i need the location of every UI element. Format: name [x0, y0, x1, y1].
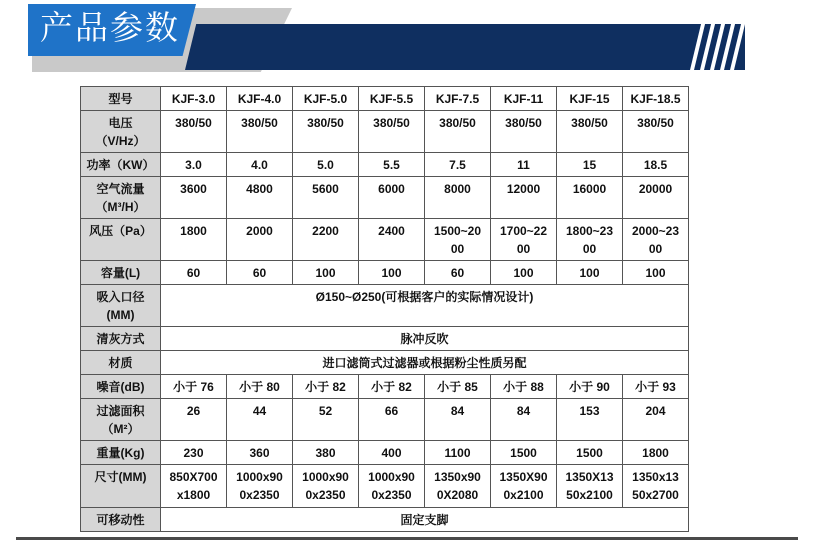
merged-cell: 脉冲反吹: [161, 327, 689, 351]
data-cell: 小于 85: [425, 375, 491, 399]
data-cell: 100: [491, 261, 557, 285]
row-label: 尺寸(MM): [81, 465, 161, 508]
data-cell: 16000: [557, 177, 623, 219]
data-cell: 小于 82: [359, 375, 425, 399]
row-label: 型号: [81, 87, 161, 111]
data-cell: 小于 93: [623, 375, 689, 399]
data-cell: 1800: [161, 219, 227, 261]
data-cell: 44: [227, 399, 293, 441]
data-cell: 1350X13 50x2100: [557, 465, 623, 508]
data-cell: 400: [359, 441, 425, 465]
data-cell: 66: [359, 399, 425, 441]
stripes-decoration: [688, 20, 748, 70]
data-cell: 380: [293, 441, 359, 465]
data-cell: 小于 82: [293, 375, 359, 399]
table-row: [81, 441, 689, 465]
row-label: 噪音(dB): [81, 375, 161, 399]
table-row: [81, 285, 689, 327]
data-cell: 380/50: [491, 111, 557, 153]
merged-cell: Ø150~Ø250(可根据客户的实际情况设计): [161, 285, 689, 327]
data-cell: 11: [491, 153, 557, 177]
data-cell: 84: [491, 399, 557, 441]
data-cell: 204: [623, 399, 689, 441]
bottom-divider: [16, 537, 798, 540]
data-cell: 8000: [425, 177, 491, 219]
data-cell: 5600: [293, 177, 359, 219]
table-row: [81, 219, 689, 261]
data-cell: 850X700 x1800: [161, 465, 227, 508]
data-cell: 100: [557, 261, 623, 285]
row-label: 过滤面积 （M²）: [81, 399, 161, 441]
model-header-cell: KJF-15: [557, 87, 623, 111]
data-cell: 7.5: [425, 153, 491, 177]
data-cell: 20000: [623, 177, 689, 219]
merged-cell: 固定支脚: [161, 508, 689, 532]
data-cell: 18.5: [623, 153, 689, 177]
data-cell: 1800: [623, 441, 689, 465]
table-row: [81, 508, 689, 532]
row-label: 功率（KW）: [81, 153, 161, 177]
data-cell: 380/50: [425, 111, 491, 153]
data-cell: 2000: [227, 219, 293, 261]
data-cell: 1500: [491, 441, 557, 465]
page-title: 产品参数: [40, 8, 180, 47]
data-cell: 380/50: [161, 111, 227, 153]
merged-cell: 进口滤筒式过滤器或根据粉尘性质另配: [161, 351, 689, 375]
data-cell: 380/50: [227, 111, 293, 153]
data-cell: 1000x90 0x2350: [227, 465, 293, 508]
data-cell: 26: [161, 399, 227, 441]
row-label: 可移动性: [81, 508, 161, 532]
data-cell: 153: [557, 399, 623, 441]
data-cell: 小于 76: [161, 375, 227, 399]
data-cell: 1700~22 00: [491, 219, 557, 261]
data-cell: 380/50: [359, 111, 425, 153]
data-cell: 2200: [293, 219, 359, 261]
data-cell: 小于 88: [491, 375, 557, 399]
row-label: 风压（Pa）: [81, 219, 161, 261]
table-row: [81, 111, 689, 153]
row-label: 空气流量 （M³/H）: [81, 177, 161, 219]
table-row: [81, 327, 689, 351]
data-cell: 84: [425, 399, 491, 441]
model-header-cell: KJF-5.5: [359, 87, 425, 111]
data-cell: 52: [293, 399, 359, 441]
model-header-cell: KJF-7.5: [425, 87, 491, 111]
row-label: 容量(L): [81, 261, 161, 285]
data-cell: 1350x90 0X2080: [425, 465, 491, 508]
data-cell: 60: [227, 261, 293, 285]
data-cell: 380/50: [557, 111, 623, 153]
data-cell: 100: [359, 261, 425, 285]
data-cell: 380/50: [623, 111, 689, 153]
row-label: 清灰方式: [81, 327, 161, 351]
row-label: 电压 （V/Hz）: [81, 111, 161, 153]
data-cell: 12000: [491, 177, 557, 219]
data-cell: 4800: [227, 177, 293, 219]
data-cell: 5.5: [359, 153, 425, 177]
data-cell: 380/50: [293, 111, 359, 153]
data-cell: 1000x90 0x2350: [293, 465, 359, 508]
model-header-cell: KJF-18.5: [623, 87, 689, 111]
table-row: [81, 87, 689, 111]
data-cell: 100: [293, 261, 359, 285]
model-header-cell: KJF-3.0: [161, 87, 227, 111]
data-cell: 360: [227, 441, 293, 465]
row-label: 材质: [81, 351, 161, 375]
data-cell: 230: [161, 441, 227, 465]
table-row: [81, 465, 689, 508]
table-row: [81, 153, 689, 177]
model-header-cell: KJF-4.0: [227, 87, 293, 111]
data-cell: 60: [425, 261, 491, 285]
data-cell: 60: [161, 261, 227, 285]
banner-dark-bar: [185, 24, 745, 70]
data-cell: 1350x13 50x2700: [623, 465, 689, 508]
data-cell: 100: [623, 261, 689, 285]
data-cell: 1100: [425, 441, 491, 465]
data-cell: 1500~20 00: [425, 219, 491, 261]
model-header-cell: KJF-5.0: [293, 87, 359, 111]
model-header-cell: KJF-11: [491, 87, 557, 111]
row-label: 重量(Kg): [81, 441, 161, 465]
data-cell: 3.0: [161, 153, 227, 177]
row-label: 吸入口径 (MM): [81, 285, 161, 327]
data-cell: 1000x90 0x2350: [359, 465, 425, 508]
table-row: [81, 177, 689, 219]
data-cell: 1800~23 00: [557, 219, 623, 261]
data-cell: 6000: [359, 177, 425, 219]
data-cell: 5.0: [293, 153, 359, 177]
header-banner: [0, 0, 814, 72]
product-spec-table: [80, 86, 689, 532]
data-cell: 15: [557, 153, 623, 177]
data-cell: 小于 90: [557, 375, 623, 399]
table-row: [81, 399, 689, 441]
data-cell: 4.0: [227, 153, 293, 177]
data-cell: 1350X90 0x2100: [491, 465, 557, 508]
data-cell: 小于 80: [227, 375, 293, 399]
table-row: [81, 351, 689, 375]
data-cell: 1500: [557, 441, 623, 465]
data-cell: 3600: [161, 177, 227, 219]
data-cell: 2400: [359, 219, 425, 261]
table-row: [81, 261, 689, 285]
data-cell: 2000~23 00: [623, 219, 689, 261]
table-row: [81, 375, 689, 399]
